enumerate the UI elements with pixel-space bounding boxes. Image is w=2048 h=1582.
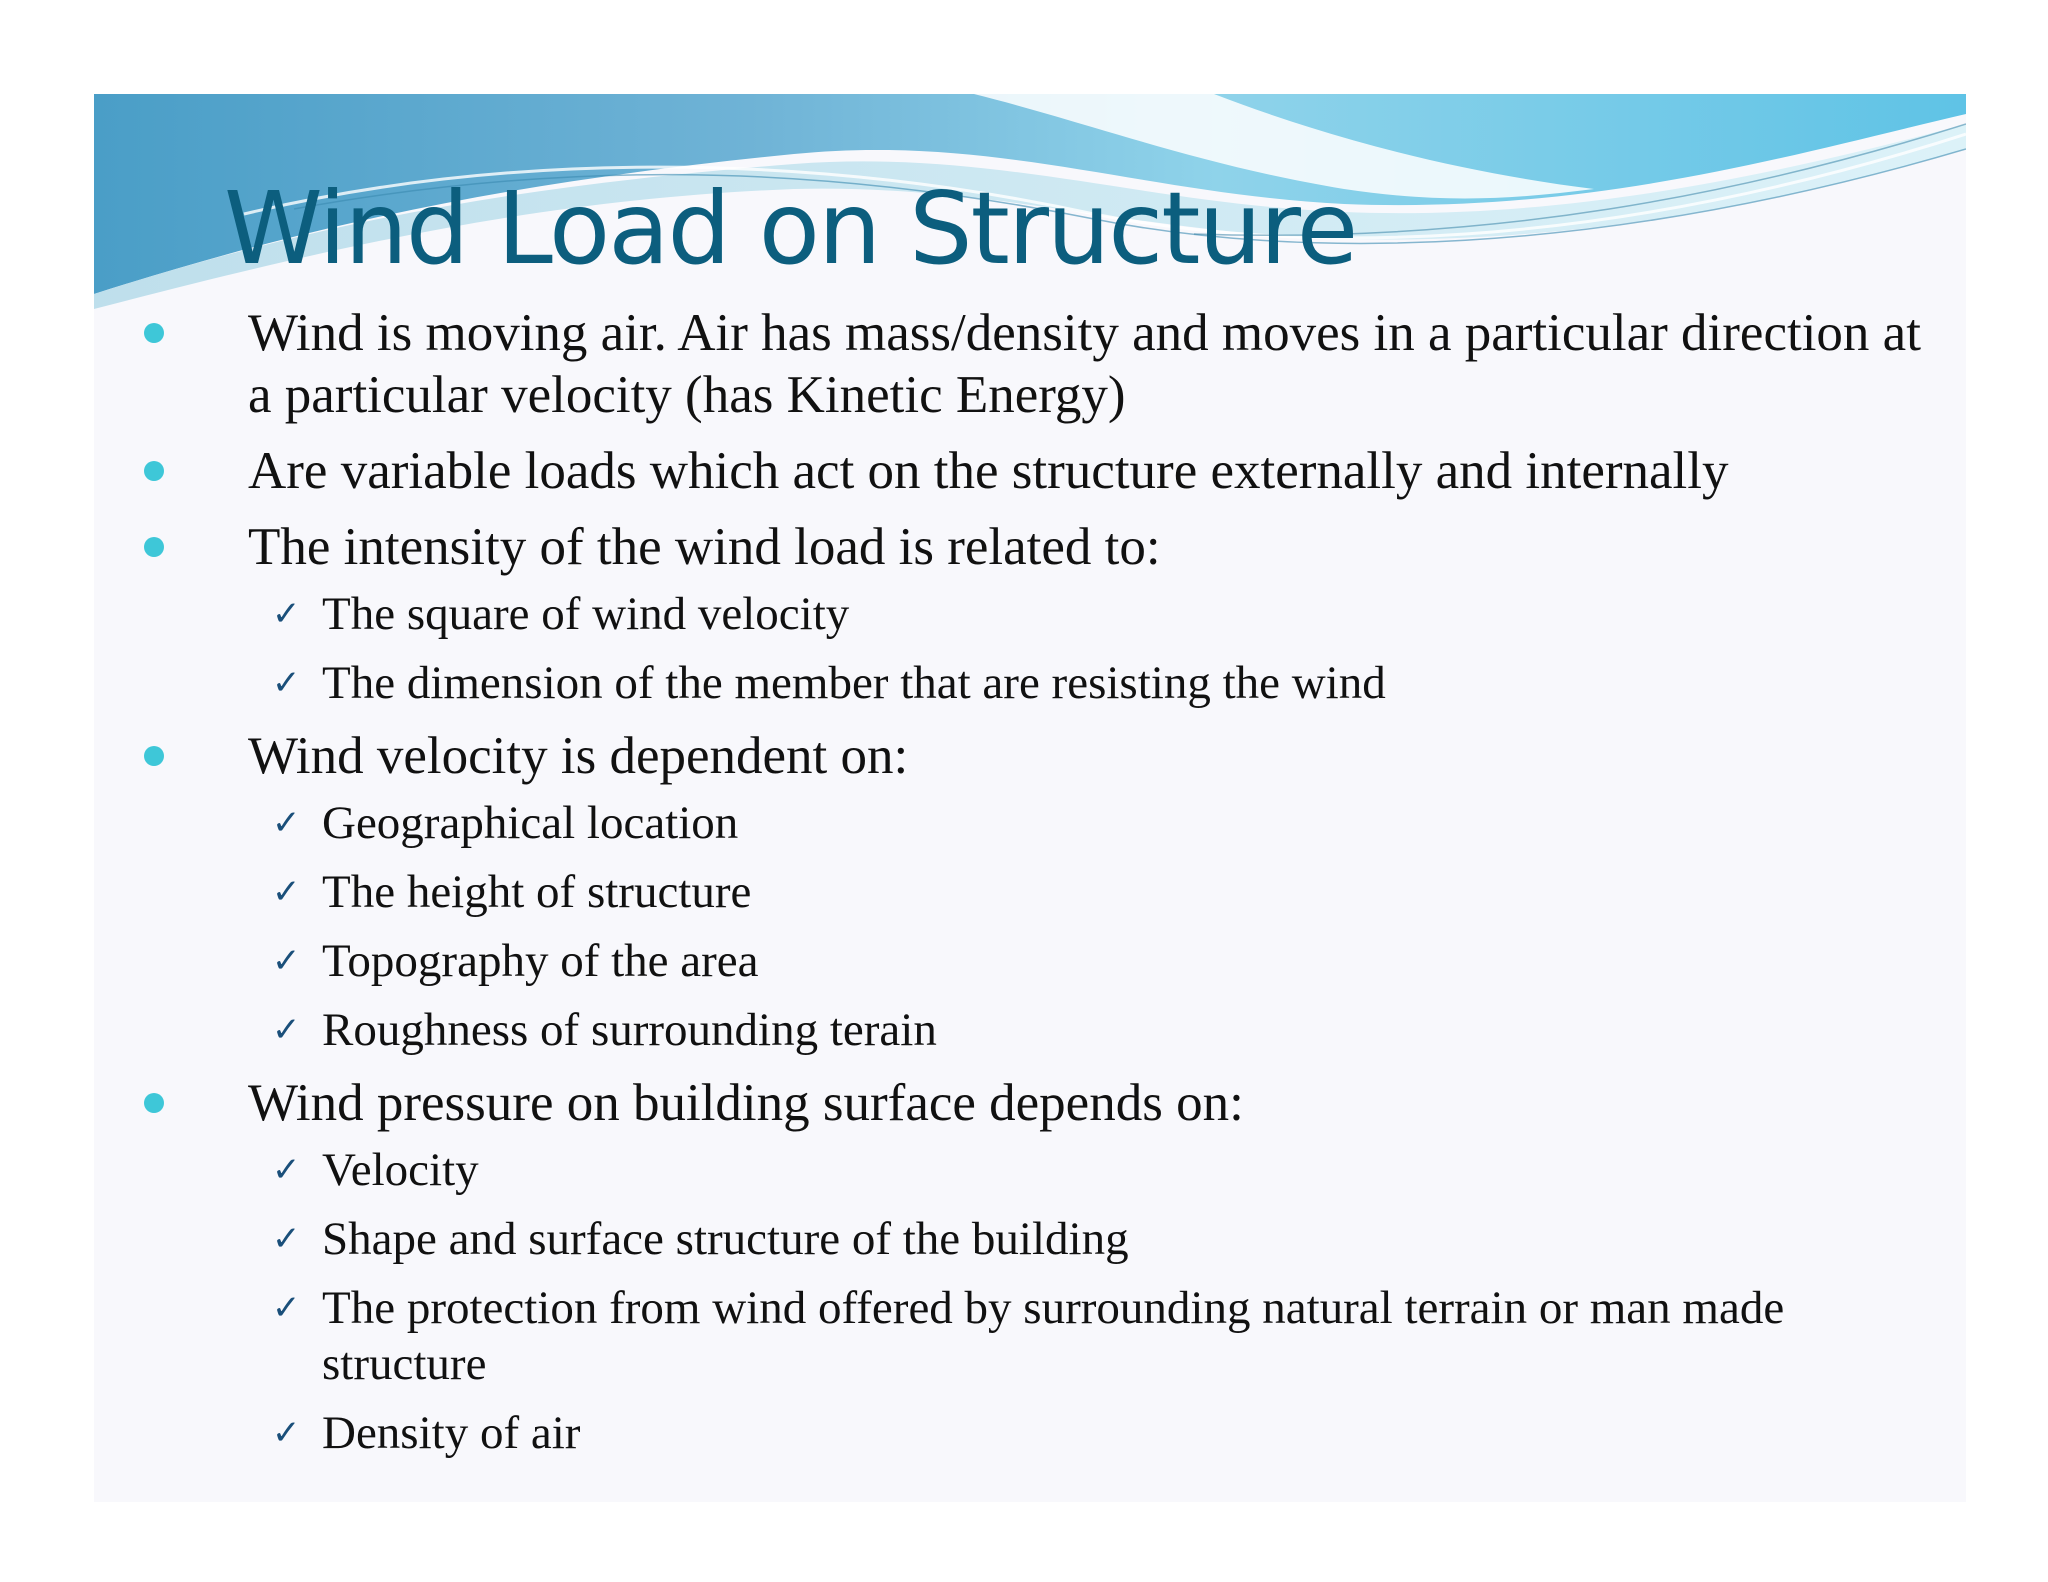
bullet-text: Wind pressure on building surface depends on: bbox=[248, 1074, 1244, 1132]
sub-item-text: Velocity bbox=[322, 1144, 479, 1196]
sub-item-text: The protection from wind offered by surrounding natural terrain or man made structure bbox=[322, 1282, 1785, 1390]
bullet-dot-icon bbox=[144, 746, 164, 766]
bullet-item bbox=[144, 516, 1944, 711]
checkmark-icon: ✓ bbox=[272, 872, 301, 912]
checkmark-icon: ✓ bbox=[272, 1150, 301, 1190]
checkmark-icon: ✓ bbox=[272, 1288, 301, 1328]
sub-item-text: Geographical location bbox=[322, 797, 739, 849]
bullet-dot-icon bbox=[144, 1093, 164, 1113]
sub-item-text: The square of wind velocity bbox=[322, 588, 850, 640]
checkmark-icon: ✓ bbox=[272, 1010, 301, 1050]
sub-list bbox=[248, 1142, 1944, 1461]
bullet-item bbox=[144, 302, 1944, 426]
bullet-text: Wind is moving air. Air has mass/density and moves in a particular direction at a particular velocity (has Kinetic Energy) bbox=[248, 304, 1921, 424]
sub-item bbox=[248, 655, 1944, 711]
bullet-text: Are variable loads which act on the structure externally and internally bbox=[248, 442, 1729, 500]
checkmark-icon: ✓ bbox=[272, 941, 301, 981]
bullet-item bbox=[144, 725, 1944, 1058]
sub-item-text: Roughness of surrounding terain bbox=[322, 1004, 937, 1056]
sub-item-text: The height of structure bbox=[322, 866, 752, 918]
sub-item-text: Topography of the area bbox=[322, 935, 759, 987]
sub-list bbox=[248, 586, 1944, 711]
checkmark-icon: ✓ bbox=[272, 1219, 301, 1259]
sub-item bbox=[248, 1142, 1944, 1198]
sub-item bbox=[248, 1002, 1944, 1058]
bullet-dot-icon bbox=[144, 461, 164, 481]
sub-item bbox=[248, 933, 1944, 989]
checkmark-icon: ✓ bbox=[272, 663, 301, 703]
bullet-list bbox=[144, 302, 1944, 1475]
sub-item bbox=[248, 864, 1944, 920]
sub-item bbox=[248, 1280, 1944, 1392]
bullet-text: Wind velocity is dependent on: bbox=[248, 727, 909, 785]
slide bbox=[94, 94, 1966, 1502]
slide-title: Wind Load on Structure bbox=[224, 170, 1357, 287]
bullet-item bbox=[144, 1072, 1944, 1461]
sub-item-text: The dimension of the member that are resisting the wind bbox=[322, 657, 1386, 709]
sub-item bbox=[248, 1211, 1944, 1267]
checkmark-icon: ✓ bbox=[272, 594, 301, 634]
bullet-item bbox=[144, 440, 1944, 502]
sub-list bbox=[248, 795, 1944, 1058]
sub-item-text: Shape and surface structure of the building bbox=[322, 1213, 1129, 1265]
bullet-dot-icon bbox=[144, 537, 164, 557]
checkmark-icon: ✓ bbox=[272, 803, 301, 843]
sub-item bbox=[248, 586, 1944, 642]
sub-item bbox=[248, 795, 1944, 851]
bullet-dot-icon bbox=[144, 323, 164, 343]
sub-item bbox=[248, 1405, 1944, 1461]
bullet-text: The intensity of the wind load is related to: bbox=[248, 518, 1161, 576]
sub-item-text: Density of air bbox=[322, 1407, 581, 1459]
checkmark-icon: ✓ bbox=[272, 1413, 301, 1453]
